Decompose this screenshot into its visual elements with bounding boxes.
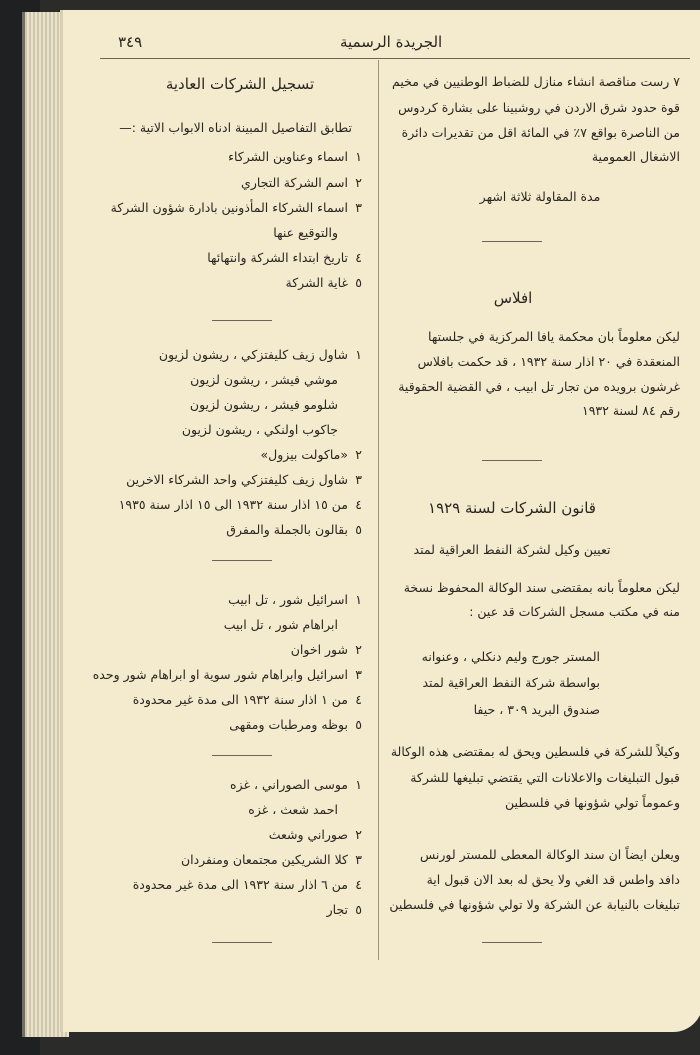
item-number: ١ <box>355 347 362 362</box>
item-text: صوراني وشعث <box>268 827 348 842</box>
item-text: من ١ اذار سنة ١٩٣٢ الى مدة غير محدودة <box>132 692 348 707</box>
revocation-line: ويعلن ايضاً ان سند الوكالة المعطى للمستر لورنس <box>419 847 680 862</box>
item-number: ٢ <box>355 175 362 190</box>
item-number: ٥ <box>355 522 362 537</box>
section-rule <box>482 460 542 461</box>
item-number: ٢ <box>355 827 362 842</box>
item-text: اسرائيل شور ، تل ابيب <box>228 592 348 607</box>
tender-line: ٧ رست مناقصة انشاء منازل للضباط الوطنيين في مخيم <box>392 74 680 89</box>
bankruptcy-line: رقم ٨٤ لسنة ١٩٣٢ <box>582 403 680 418</box>
item-text: كلا الشريكين مجتمعان ومنفردان <box>180 852 348 867</box>
item-text: اسرائيل وابراهام شور سوية او ابراهام شور وحده <box>92 667 348 682</box>
bankruptcy-line: غرشون برويده من تجار تل ابيب ، في القضية الحقوقية <box>398 379 680 394</box>
item-text: شور اخوان <box>290 642 348 657</box>
item-number: ١ <box>355 777 362 792</box>
item-text: شاول زيف كليفتزكي ، ريشون لزيون <box>158 347 348 362</box>
item-number: ٣ <box>355 472 362 487</box>
item-number: ٢ <box>355 642 362 657</box>
item-text: اسماء الشركاء المأذونين بادارة شؤون الشركة <box>110 200 348 215</box>
item-text: اسم الشركة التجاري <box>241 175 348 190</box>
agent-line: وكيلاً للشركة في فلسطين ويحق له بمقتضى هذه الوكالة <box>390 744 680 759</box>
agent-line: وعموماً تولي شؤونها في فلسطين <box>505 795 680 810</box>
item-number: ٥ <box>355 275 362 290</box>
revocation-line: تبليغات بالنيابة عن الشركة ولا تولي شؤونها في فلسطين <box>389 897 680 912</box>
item-text: موسى الصوراني ، غزه <box>230 777 348 792</box>
item-text: غاية الشركة <box>285 275 348 290</box>
item-number: ٤ <box>355 250 362 265</box>
companies-law-subheading: تعيين وكيل لشركة النفط العراقية لمتد <box>413 542 611 557</box>
bankruptcy-line: ليكن معلوماً بان محكمة يافا المركزية في جلستها <box>428 329 680 344</box>
item-number: ٣ <box>355 667 362 682</box>
item-number: ٥ <box>355 902 362 917</box>
section-rule <box>212 755 272 756</box>
bankruptcy-line: المنعقدة في ٢٠ اذار سنة ١٩٣٢ ، قد حكمت بافلاس <box>417 354 680 369</box>
header-rule <box>100 58 690 59</box>
item-number: ٤ <box>355 877 362 892</box>
item-number: ٢ <box>355 447 362 462</box>
item-number: ٣ <box>355 852 362 867</box>
fields-intro: تطابق التفاصيل المبينة ادناه الابواب الاتية :— <box>119 120 352 135</box>
item-text: اسماء وعناوين الشركاء <box>228 149 348 164</box>
item-text: من ١٥ اذار سنة ١٩٣٢ الى ١٥ اذار سنة ١٩٣٥ <box>118 497 348 512</box>
item-continuation: احمد شعث ، غزه <box>248 802 338 817</box>
item-number: ١ <box>355 149 362 164</box>
section-rule <box>212 942 272 943</box>
item-text: بوظه ومرطبات ومقهى <box>229 717 348 732</box>
bankruptcy-heading: افلاس <box>493 289 533 307</box>
item-text: «ماكولت بيزول» <box>260 447 348 462</box>
item-text: تجار <box>326 902 348 917</box>
section-rule <box>212 560 272 561</box>
companies-law-heading: قانون الشركات لسنة ١٩٢٩ <box>428 499 596 517</box>
section-rule <box>212 320 272 321</box>
tender-line: من الناصرة بواقع ٧٪ في المائة اقل من تقديرات دائرة <box>401 125 680 140</box>
item-continuation: موشي فيشر ، ريشون لزيون <box>190 372 338 387</box>
revocation-line: دافد واطس قد الغي ولا يحق له بعد الان قبول اية <box>426 872 680 887</box>
item-continuation: شلومو فيشر ، ريشون لزيون <box>189 397 338 412</box>
item-number: ٤ <box>355 692 362 707</box>
address-line: المستر جورج وليم دنكلي ، وعنوانه <box>421 649 600 664</box>
page-title: الجريدة الرسمية <box>340 33 443 51</box>
notice-line: منه في مكتب مسجل الشركات قد عين : <box>469 604 680 619</box>
item-number: ١ <box>355 592 362 607</box>
section-rule <box>482 241 542 242</box>
tender-duration: مدة المقاولة ثلاثة اشهر <box>479 189 601 204</box>
item-text: تاريخ ابتداء الشركة وانتهائها <box>207 250 348 265</box>
column-divider <box>378 60 379 960</box>
item-text: شاول زيف كليفتزكي واحد الشركاء الاخرين <box>126 472 348 487</box>
item-continuation: جاكوب اولنكي ، ريشون لزيون <box>181 422 338 437</box>
item-text: من ٦ اذار سنة ١٩٣٢ الى مدة غير محدودة <box>132 877 348 892</box>
tender-line: قوة حدود شرق الاردن في روشبينا على بشارة كردوس <box>398 100 680 115</box>
item-number: ٥ <box>355 717 362 732</box>
section-rule <box>482 942 542 943</box>
item-continuation: ابراهام شور ، تل ابيب <box>223 617 338 632</box>
item-number: ٣ <box>355 200 362 215</box>
tender-line: الاشغال العمومية <box>591 149 680 164</box>
agent-line: قبول التبليغات والاعلانات التي يقتضي تبليغها للشركة <box>410 770 680 785</box>
left-heading: تسجيل الشركات العادية <box>165 75 315 93</box>
page-number: ٣٤٩ <box>118 33 143 51</box>
item-number: ٤ <box>355 497 362 512</box>
address-line: صندوق البريد ٣٠٩ ، حيفا <box>473 702 600 717</box>
address-line: بواسطة شركة النفط العراقية لمتد <box>422 675 600 690</box>
item-continuation: والتوقيع عنها <box>273 225 338 240</box>
item-text: بقالون بالجملة والمفرق <box>226 522 348 537</box>
notice-line: ليكن معلوماً بانه بمقتضى سند الوكالة المحفوظ نسخة <box>403 580 680 595</box>
